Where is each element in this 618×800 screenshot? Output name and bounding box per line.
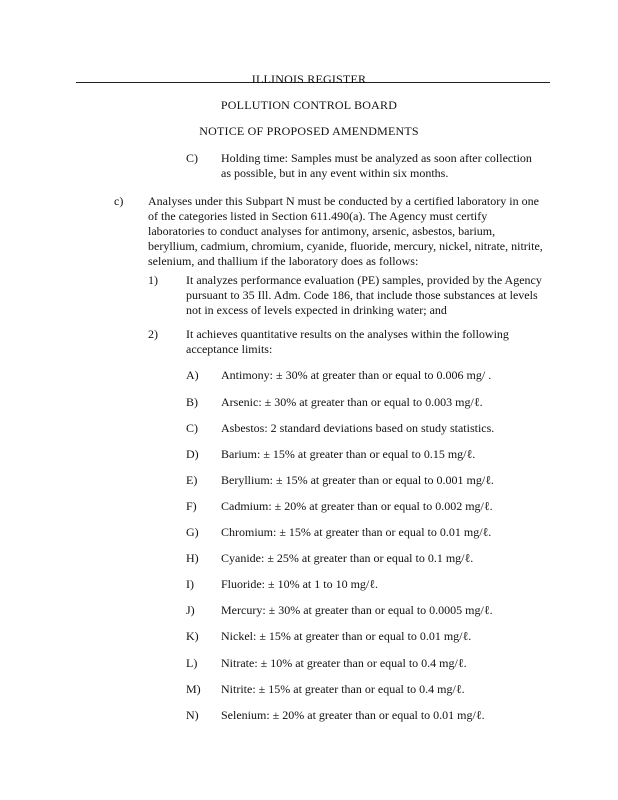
sub2-paragraph	[186, 327, 556, 357]
limit-text: Nickel: ± 15% at greater than or equal to 0.01 mg/ℓ.	[221, 629, 472, 643]
sub2-label: 2)	[148, 327, 158, 341]
limit-label: H)	[186, 551, 199, 565]
section-c-line: laboratories to conduct analyses for antimony, arsenic, asbestos, barium,	[148, 224, 496, 238]
board-title: POLLUTION CONTROL BOARD	[220, 98, 398, 112]
limit-label: I)	[186, 577, 194, 591]
limit-text: Antimony: ± 30% at greater than or equal to 0.006 mg/ .	[221, 368, 492, 382]
limit-label: F)	[186, 499, 197, 513]
section-c-line: of the categories listed in Section 611.490(a). The Agency must certify	[148, 209, 488, 223]
limit-text: Nitrate: ± 10% at greater than or equal to 0.4 mg/ℓ.	[221, 656, 467, 670]
limit-label: C)	[186, 421, 198, 435]
sub1-label: 1)	[148, 273, 158, 287]
limit-text: Barium: ± 15% at greater than or equal to 0.15 mg/ℓ.	[221, 447, 476, 461]
limit-text: Chromium: ± 15% at greater than or equal to 0.01 mg/ℓ.	[221, 525, 492, 539]
limit-text: Fluoride: ± 10% at 1 to 10 mg/ℓ.	[221, 577, 378, 591]
holding-line: Holding time: Samples must be analyzed as soon after collection	[221, 151, 532, 165]
register-title: ILLINOIS REGISTER	[251, 72, 367, 86]
sub1-line: not in excess of levels expected in drinking water; and	[186, 303, 447, 317]
limit-label: J)	[186, 603, 195, 617]
limit-text: Beryllium: ± 15% at greater than or equal to 0.001 mg/ℓ.	[221, 473, 494, 487]
holding-paragraph	[221, 151, 551, 181]
limit-label: K)	[186, 629, 199, 643]
limit-label: D)	[186, 447, 199, 461]
limit-text: Cadmium: ± 20% at greater than or equal to 0.002 mg/ℓ.	[221, 499, 493, 513]
sub1-line: pursuant to 35 Ill. Adm. Code 186, that include those substances at levels	[186, 288, 538, 302]
limit-text: Asbestos: 2 standard deviations based on study statistics.	[221, 421, 495, 435]
sub1-line: It analyzes performance evaluation (PE) samples, provided by the Agency	[186, 273, 542, 287]
section-c-line: selenium, and thallium if the laboratory does as follows:	[148, 254, 419, 268]
holding-line: as possible, but in any event within six months.	[221, 166, 449, 180]
sub1-paragraph	[186, 273, 556, 318]
limit-text: Arsenic: ± 30% at greater than or equal to 0.003 mg/ℓ.	[221, 395, 483, 409]
limit-text: Mercury: ± 30% at greater than or equal to 0.0005 mg/ℓ.	[221, 603, 493, 617]
section-c-label: c)	[114, 194, 124, 208]
section-c-line: beryllium, cadmium, chromium, cyanide, fluoride, mercury, nickel, nitrate, nitrite,	[148, 239, 543, 253]
limit-label: L)	[186, 656, 198, 670]
sub2-line: It achieves quantitative results on the analyses within the following	[186, 327, 509, 341]
limit-label: N)	[186, 708, 199, 722]
section-c-paragraph	[148, 194, 548, 269]
limit-label: E)	[186, 473, 198, 487]
limit-text: Nitrite: ± 15% at greater than or equal to 0.4 mg/ℓ.	[221, 682, 465, 696]
sub2-line: acceptance limits:	[186, 342, 273, 356]
notice-title: NOTICE OF PROPOSED AMENDMENTS	[199, 124, 419, 138]
limit-text: Selenium: ± 20% at greater than or equal to 0.01 mg/ℓ.	[221, 708, 485, 722]
limit-label: G)	[186, 525, 199, 539]
limit-text: Cyanide: ± 25% at greater than or equal to 0.1 mg/ℓ.	[221, 551, 474, 565]
limit-label: B)	[186, 395, 198, 409]
section-c-line: Analyses under this Subpart N must be conducted by a certified laboratory in one	[148, 194, 539, 208]
limit-label: M)	[186, 682, 201, 696]
holding-label: C)	[186, 151, 198, 165]
limit-label: A)	[186, 368, 199, 382]
